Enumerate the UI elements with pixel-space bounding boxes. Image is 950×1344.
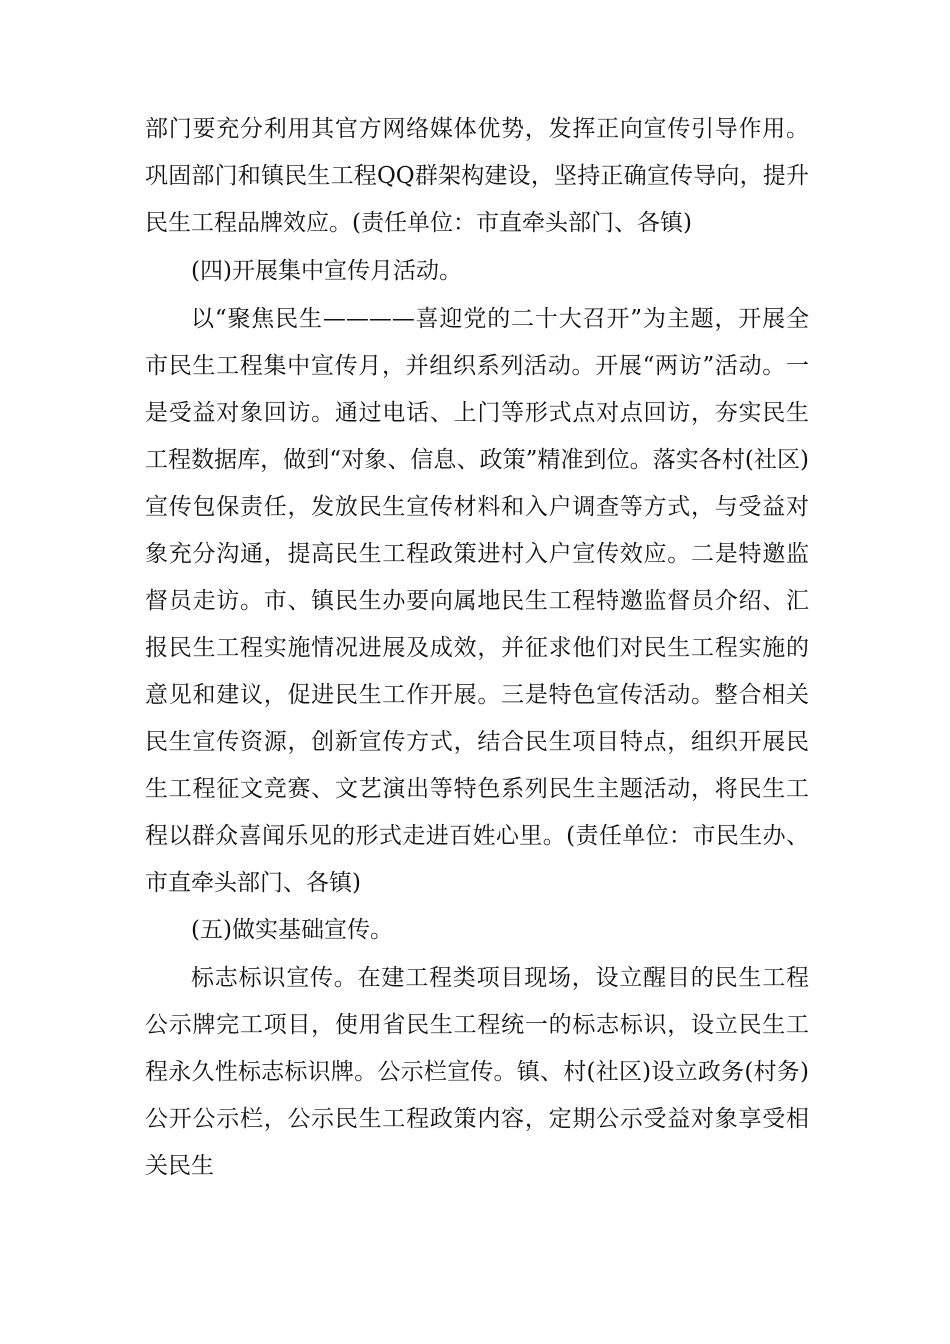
section-heading-4: (四)开展集中宣传月活动。 xyxy=(191,257,462,284)
paragraph-basic-publicity: 标志标识宣传。在建工程类项目现场，设立醒目的民生工程公示牌完工项目，使用省民生工程统一的标志标识，设立民生工程永久性标志标识牌。公示栏宣传。镇、村(社区)设立政务(村务)公开公示栏，公示民生工程政策内容，定期公示受益对象享受相关民生 xyxy=(145,965,809,1180)
document-body xyxy=(145,106,809,1191)
paragraph-publicity-month: 以“聚焦民生————喜迎党的二十大召开”为主题，开展全市民生工程集中宣传月，并组织系列活动。开展“两访”活动。一是受益对象回访。通过电话、上门等形式点对点回访，夯实民生工程数据库，做到“对象、信息、政策”精准到位。落实各村(社区)宣传包保责任，发放民生宣传材料和入户调查等方式，与受益对象充分沟通，提高民生工程政策进村入户宣传效应。二是特邀监督员走访。市、镇民生办要向属地民生工程特邀监督员介绍、汇报民生工程实施情况进展及成效，并征求他们对民生工程实施的意见和建议，促进民生工作开展。三是特色宣传活动。整合相关民生宣传资源，创新宣传方式，结合民生项目特点，组织开展民生工程征文竞赛、文艺演出等特色系列民生主题活动，将民生工程以群众喜闻乐见的形式走进百姓心里。(责任单位：市民生办、市直牵头部门、各镇) xyxy=(145,305,809,896)
paragraph-continuation: 部门要充分利用其官方网络媒体优势，发挥正向宣传引导作用。巩固部门和镇民生工程QQ群架构建设，坚持正确宣传导向，提升民生工程品牌效应。(责任单位：市直牵头部门、各镇) xyxy=(145,116,809,236)
section-heading-5: (五)做实基础宣传。 xyxy=(191,917,393,944)
